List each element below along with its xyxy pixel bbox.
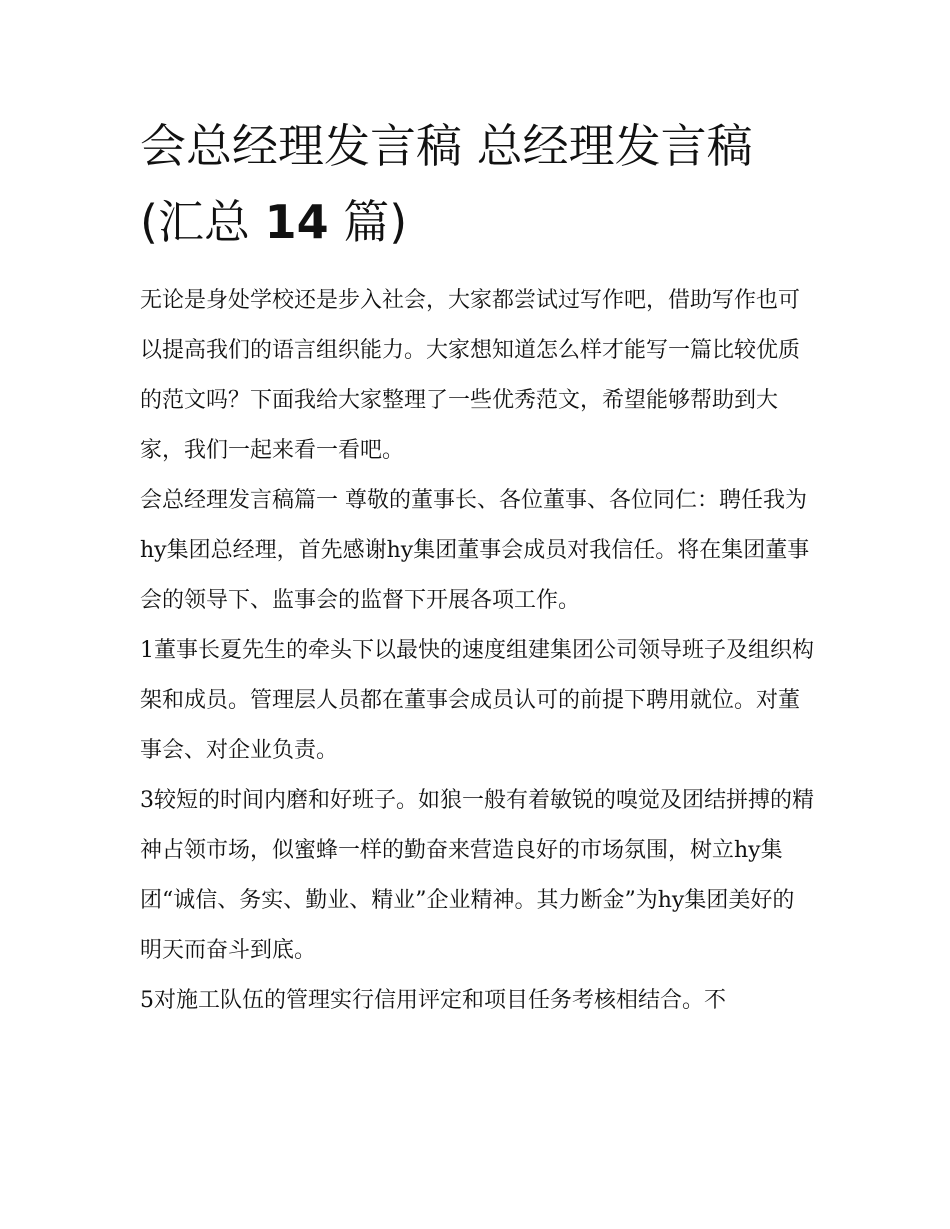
item-1-paragraph: 1董事长夏先生的牵头下以最快的速度组建集团公司领导班子及组织构架和成员。管理层人员都在董事会成员认可的前提下聘用就位。对董事会、对企业负责。: [140, 638, 814, 763]
item-3-paragraph: 3较短的时间内磨和好班子。如狼一般有着敏锐的嗅觉及团结拼搏的精神占领市场，似蜜蜂一样的勤奋来营造良好的市场氛围，树立hy集团“诚信、务实、勤业、精业”企业精神。其力断金”为hy集团美好的明天而奋斗到底。: [140, 788, 814, 963]
title-line-2-prefix: (汇总: [140, 195, 250, 249]
title-line-2-suffix: 篇): [343, 195, 408, 249]
title-line-2-number: 14: [264, 195, 329, 249]
speech-opening-paragraph: 会总经理发言稿篇一 尊敬的董事长、各位董事、各位同仁：聘任我为hy集团总经理，首先感谢hy集团董事会成员对我信任。将在集团董事会的领导下、监事会的监督下开展各项工作。: [140, 488, 810, 613]
intro-paragraph: 无论是身处学校还是步入社会，大家都尝试过写作吧，借助写作也可以提高我们的语言组织能力。大家想知道怎么样才能写一篇比较优质的范文吗？下面我给大家整理了一些优秀范文，希望能够帮助到大家，我们一起来看一看吧。: [140, 288, 801, 463]
title-line-1: 会总经理发言稿 总经理发言稿: [140, 119, 753, 173]
document-body: [140, 276, 815, 1026]
document-title: [140, 108, 840, 260]
item-5-paragraph: 5对施工队伍的管理实行信用评定和项目任务考核相结合。不: [140, 988, 726, 1013]
